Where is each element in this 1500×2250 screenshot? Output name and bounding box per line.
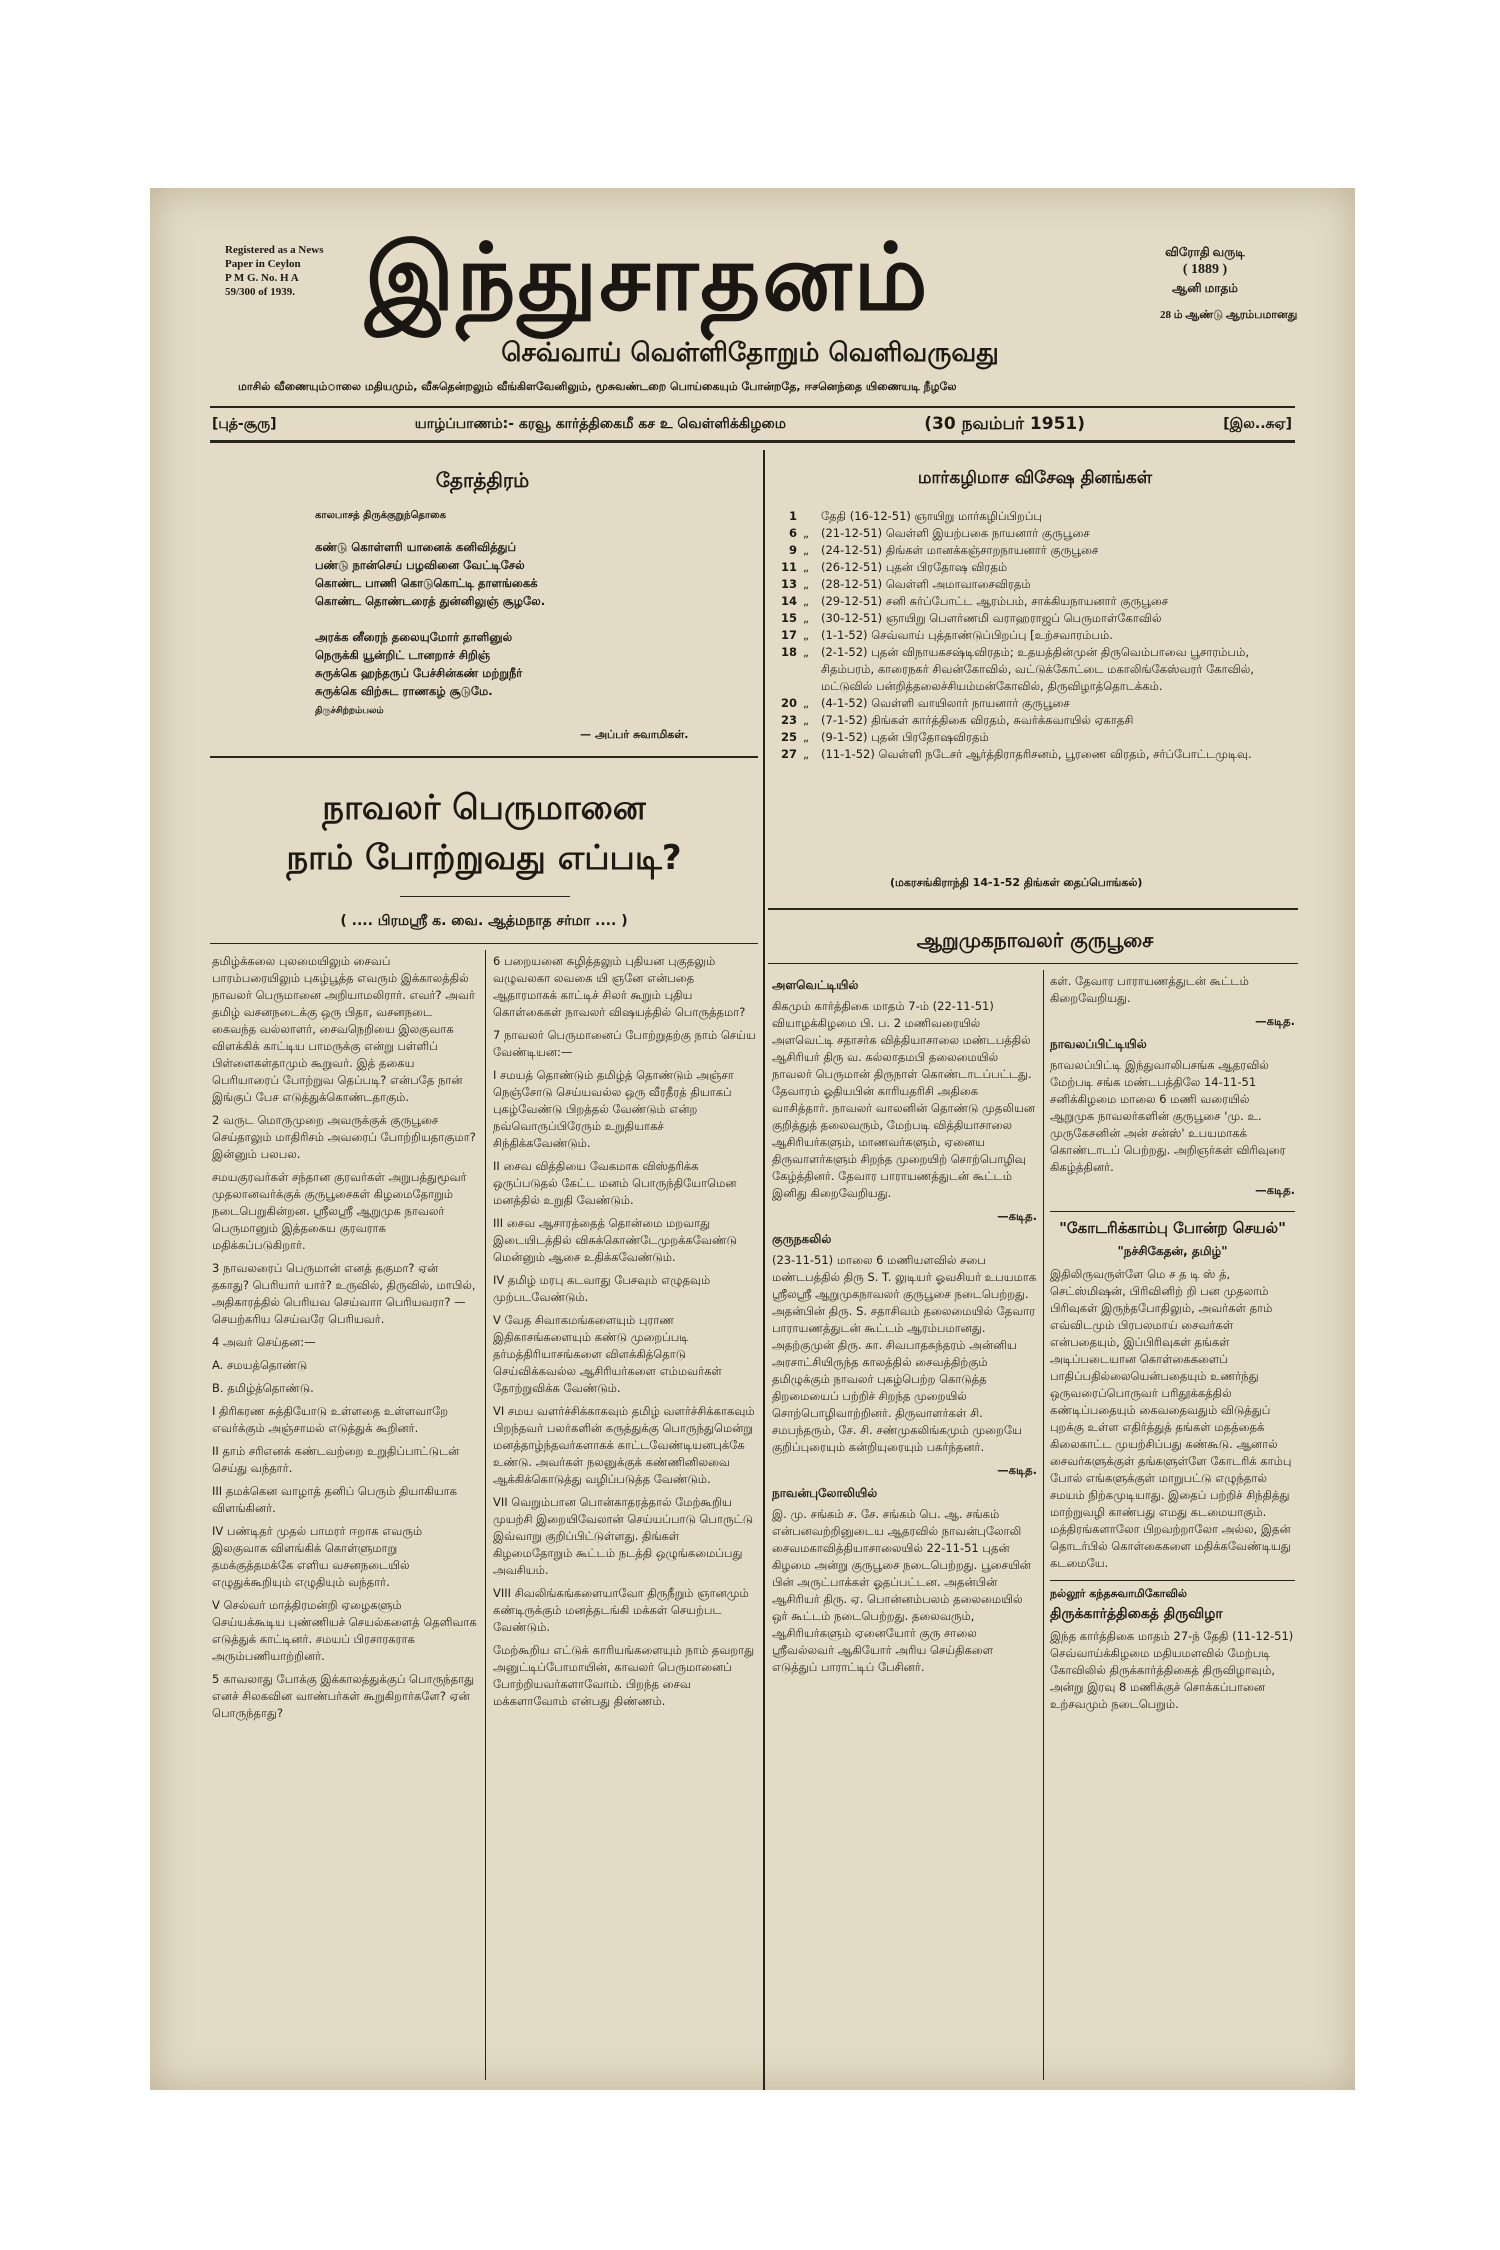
special-day-ditto: „ [803,543,809,557]
article-paragraph: II தாம் சரிஎனக் கண்டவற்றை உறுதிப்பாட்டுடன் செய்து வந்தார். [212,1444,460,1475]
article-paragraph: 3 நாவலரைப் பெருமான் எனத் தகுமா? ஏன் தகாது? பெரியார் யார்? உருவில், திருவில், மாபில், அதிகாரத்தில் பெரியவ செய்வாா பெரியவரா? — செயற்கரிய செய்வரே பெரியவர். [212,1261,476,1326]
special-day-row [775,593,1295,610]
special-day-number: 27 [780,747,797,761]
kodari-body: இதிலிருவருள்ளே மெ ச த டி ஸ் த், செட்ஸ்மிஷன், பிரிவினிற் றி பன முதலாம் பிரிவுகள் இருந்தபோதிலும், அவர்கள் தாம் எவ்விடமும் பிரபலமாய் சைவர்கள் என்பதையும், இப்பிரிவுகள் தங்கள் அடிப்படையான கொள்கைகளைப் பாதிப்பதில்லையென்பதையும் உணர்ந்து ஒருவரைப்பொருவர் பரிதூக்கத்தில் கண்டிப்பதையும் கைவதைவதும் விடுத்துப் புறக்கு உள்ள எதிர்த்துத் தங்கள் மதத்தைக் கிலைகாட்ட முயற்சிப்பது கண்கூடு. ஆனால் சைவர்களுக்குள் தங்களுள்ளே கோடரிக் காம்பு போல் எங்களுக்குள் மாறுபட்டு எழுந்தால் சமயம் நிற்கமுடியாது. இதைப் பற்றிச் சிந்தித்து மாற்றுவழி காண்பது எமது கடமையாகும். மத்திரங்களாலோ பிறவற்றாலோ அல்ல, இதன் தொடர்பில் கொள்கைகளை மதிக்கவேண்டியது கடமையே. [1050,1267,1292,1570]
special-day-row [775,525,1295,542]
special-day-row [775,712,1295,729]
kovil-title: திருக்கார்த்திகைத் திருவிழா [1050,1606,1223,1622]
special-day-row [775,729,1295,746]
guru-pooja-column-a [772,973,1037,2078]
article-column-2 [493,953,758,2083]
special-day-text: (11-1-52) வெள்ளி நடேசர் ஆர்த்திராதரிசனம், பூரணை விரதம், சர்ப்போட்டமுடிவு. [821,747,1252,761]
article-paragraph: I திரிகரண சுத்தியோடு உள்ளதை உள்ளவாறே எவர்க்கும் அஞ்சாமல் எடுத்துக் கூறினர். [212,1404,449,1435]
report-body: (23-11-51) மாலை 6 மணியளவில் சபை மண்டபத்தில் திரு S. T. லுடியர் ஓவசியர் உபயமாக ஸ்ரீலஸ்ரீ ஆறுமுகநாவலர் குருபூசை நடைபெற்றது. அதன்பின் திரு. S. சதாசிவம் தலைமையில் தேவார பாராயணத்துடன் கூட்டம் ஆரம்பமானது. அதற்குமுன் திரு. கா. சிவபாதசுந்தரம் அன்னிய அரசாட்சியிருந்த காலத்தில் சைவத்திற்கும் தமிழுக்கும் நாவலர் புகழ்பெற்ற கொடுத்த திறமையைப் பற்றிச் சிறந்த முறையில் சொற்பொழிவாற்றினர். திருவாளர்கள் சி. சமபந்தரும், சே. சி. சண்முகலிங்கமும் முறையே குறிப்புரையும் கன்றியுரையும் பகர்ந்தனர். [772,1253,1037,1454]
article-paragraph: IV தமிழ் மரபு கடவாது பேசவும் எழுதவும் முற்படவேண்டும். [493,1273,711,1304]
volume-note: 28 ம் ஆண்டு ஆரம்பமானது [1160,309,1298,321]
special-day-number: 18 [780,645,797,659]
special-day-text: (21-12-51) வெள்ளி இயற்பகை நாயனார் குருபூசை [821,526,1090,540]
article-column-1 [212,953,477,2083]
article-paragraph: 7 நாவலர் பெருமானைப் போற்றுதற்கு நாம் செய்ய வேண்டியன:— [493,1028,756,1059]
special-day-row [775,695,1295,712]
article-paragraph: தமிழ்க்கலை புலமையிலும் சைவப் பாரம்பரையிலும் புகழ்பூத்த எவரும் இக்காலத்தில் நாவலர் பெருமானை அறியாமலிரார். எவர்? அவர் தமிழ் வசனநடைக்கு ஒரு பிதா, வசனநடை கைவந்த வல்லாளர், சைவநெறியை இலகுவாக விளக்கிக் காட்டிய பாமருக்கு என்று பள்ளிப் பிள்ளைகள்தாமும் கூறுவர். இத் தகைய பெரியாரைப் போற்றுவ தெப்படி? என்பதே நான் இங்குப் பேச எடுத்துக்கொண்டதாகும். [212,954,476,1104]
special-days-list [775,508,1295,763]
dateline [212,413,1292,437]
special-day-ditto: „ [803,628,809,642]
special-day-text: (30-12-51) ஞாயிறு பௌர்ணமி வராஹராஜப் பெருமாள்கோவில் [821,611,1162,625]
registration-note: Registered as a News Paper in Ceylon P M G. No. H A 59/300 of 1939. [225,244,324,298]
special-day-row [775,746,1295,763]
special-day-text: தேதி (16-12-51) ஞாயிறு மார்கழிப்பிறப்பு [821,509,1042,523]
report-body: நாவலப்பிட்டி இந்துவாலிபசங்க ஆதரவில் மேற்படி சங்க மண்டபத்திலே 14-11-51 சனிக்கிழமை மாலை 6 மணி வரையில் ஆறுமுக நாவலர்களின் குருபூசை 'மு. உ. முருகேசனின் அன் சன்ஸ்' உபயமாகக் கொண்டாடப் பெற்றது. அறிஞர்கள் விரிவுரை கிகழ்த்தினர். [1050,1058,1286,1174]
special-day-row [775,559,1295,576]
report-body: கள். தேவார பாராயணத்துடன் கூட்டம் கிறைவேறியது. [1050,974,1249,1005]
special-day-number: 15 [780,611,797,625]
report-body: இ. மு. சங்கம் ச. சே. சங்கம் பெ. ஆ. சங்கம் என்பனவற்றினுடைய ஆதரவில் நாவன்புலோலி சைவமகாவித்தியாசாலையில் 22-11-51 புதன் கிழமை அன்று குருபூசை நடைபெற்றது. பூசையின் பின் அருட்பாக்கள் ஓதப்பட்டன. அதன்பின் ஆசிரியர் திரு. ஏ. பொன்னம்பலம் தலைமையில் ஒர் கூட்டம் நடைபெற்றது. தலைவரும், ஆசிரியர்களும் ஏனையோர் குரு சாலை ஸ்ரீவல்லவர் ஆகியோர் அரிய செய்திகளை எடுத்துப் பாராட்டிப் பேசினர். [772,1507,1031,1674]
special-day-ditto: „ [803,747,809,761]
stotram-author: — அப்பர் சுவாமிகள். [580,728,689,741]
stotram-stanza-2: அரக்க னீரைந் தலையுமோர் தாளினுல் நெருக்கி யூன்றிட் டானறாச் சிறிஞ் சுருக்கெ ஹந்தருப் பேச்சின்கண் மற்றுநீர் சுருக்கெ விற்சுட ராணகழ் சூடுமே. [315,630,523,698]
article-title-line-2: நாம் போற்றுவது எப்படி? [286,838,682,878]
article-paragraph: VIII சிவலிங்கங்களையாவோ திருநீறும் ஞானமும் கண்டிருக்கும் மனத்தடங்கி மக்கள் செயற்பட வேண்டும். [493,1586,749,1634]
kodari-title: "கோடரிக்காம்பு போன்ற செயல்" [1059,1219,1286,1237]
places-line: மாசில் வீணையும்ாலை மதியமும், வீசுதென்றலும் வீங்கிளவேனிலும், மூசுவண்டறை பொய்கையும் போன்றதே, ஈசனெந்தை யிணையடி நீழலே [238,380,957,393]
special-day-number: 9 [788,543,797,557]
special-day-ditto: „ [803,645,809,659]
article-paragraph: A. சமயத்தொண்டு [212,1358,308,1372]
kovil-body: இந்த கார்த்திகை மாதம் 27-ந் தேதி (11-12-51) செவ்வாய்க்கிழமை மதியமளவில் மேற்படி கோவிலில் திருக்கார்த்திகைத் திருவிழாவும், அன்று இரவு 8 மணிக்குச் சொக்கப்பானை உற்சவமும் நடைபெறும். [1050,1629,1294,1711]
report-signature: —கடித. [997,1463,1037,1477]
article-paragraph: IV பண்டிதர் முதல் பாமரர் ஈறாக எவரும் இலகுவாக விளங்கிக் கொள்ளுமாறு தமக்குத்தமக்கே எளிய வசனநடையில் எழுதுக்கூறியும் எழுதியும் வந்தார். [212,1524,423,1589]
special-day-number: 17 [780,628,797,642]
special-day-text: (7-1-52) திங்கள் கார்த்திகை விரதம், சுவர்க்கவாயில் ஏகாதசி [821,713,1134,727]
special-day-ditto: „ [803,526,809,540]
special-day-ditto: „ [803,730,809,744]
special-day-number: 6 [788,526,797,540]
report-heading: அளவெட்டியில் [772,978,859,992]
special-day-number: 13 [780,577,797,591]
report-signature: —கடித. [1255,1014,1295,1028]
special-day-ditto: „ [803,577,809,591]
special-days-note: (மகரசங்கிராந்தி 14-1-52 திங்கள் தைப்பொங்கல்) [890,876,1143,889]
special-day-text: (9-1-52) புதன் பிரதோஷவிரதம் [821,730,989,744]
article-paragraph: V செல்வர் மாத்திரமன்றி ஏழைகளும் செய்யக்கூடிய புண்ணியச் செயல்களைத் தெளிவாக எடுத்துக் காட்டினர். சமயப் பிரசாரகராக அரும்பணியாற்றினர். [212,1598,477,1663]
report-heading: நாவலப்பிட்டியில் [1050,1037,1147,1051]
masthead-title: இந்துசாதனம் [365,223,930,331]
special-day-row [775,508,1295,525]
article-paragraph: III தமக்கென வாழாத் தனிப் பெரும் தியாகியாக விளங்கினர். [212,1484,457,1515]
special-day-number: 11 [780,560,797,574]
stotram-footer: திருச்சிற்றம்பலம் [315,706,384,716]
special-day-text: (29-12-51) சனி சுர்ப்போட்ட ஆரம்பம், சாக்கியநாயனார் குருபூசை [821,594,1169,608]
guru-pooja-column-b [1050,973,1295,2078]
special-day-text: (28-12-51) வெள்ளி அமாவாசைவிரதம் [821,577,1031,591]
special-day-ditto [803,508,821,525]
newspaper-page [150,188,1355,2090]
article-byline: ( .... பிரமஸ்ரீ க. வை. ஆத்மநாத சர்மா .... ) [340,913,628,929]
year-info: விரோதி வருடி ( 1889 ) ஆனி மாதம் [1165,245,1245,295]
article-paragraph: II சைவ வித்தியை வேகமாக விஸ்தரிக்க ஒருப்படுதல் கேட்ட மனம் பொருந்தியோமென மனத்தில் உறுதி வேண்டும். [493,1159,737,1207]
article-paragraph: B. தமிழ்த்தொண்டு. [212,1381,314,1395]
dateline-right: [இல..சுஏ] [1223,416,1292,432]
special-day-ditto: „ [803,560,809,574]
stotram-subtitle: காலபாசத் திருக்குறுந்தொகை [315,510,446,521]
stotram-stanza-1: கண்டு கொள்ளரி யானைக் கனிவித்துப் பண்டு நான்செய் பழவினை வேட்டிசேல் கொண்ட பாணி கொடுகொட்டி தாளங்கைக் கொண்ட தொண்டரைத் துன்னிலுஞ் சூழலே. [315,540,546,608]
special-day-number: 25 [780,730,797,744]
special-day-number: 20 [780,696,797,710]
article-paragraph: 5 காவலாது போக்கு இக்காலத்துக்குப் பொருந்தாது எனச் சிலகவின வாண்பர்கள் கூறுகிறார்களே? ஏன் பொருந்தாது? [212,1672,475,1720]
kodari-subtitle: "நச்சிகேதன், தமிழ்" [1117,1244,1228,1258]
article-paragraph: III சைவ ஆசாரத்தைத் தொன்மை மறவாது இடையிடத்தில் விசுக்கொண்டேமுறக்கவேண்டு மென்னும் ஆசை உதிக்கவேண்டும். [493,1216,737,1264]
report-body: கிகமும் கார்த்திகை மாதம் 7-ம் (22-11-51) வியாழக்கிழமை பி. ப. 2 மணிவரையில் அளவெட்டி சதாசர்க வித்தியாசாலை மண்டபத்தில் ஆசிரியர் திரு வ. கல்லாதமபி தலைமையில் நாவலர் பெருமான் திருநாள் கொண்டாடப்பட்டது. தேவாரம் ஓதியபின் காரியதரிசி அதிகை வாசித்தார். நாவலர் வாலனின் தொண்டு முதலியன குறித்துத் தலைவரும், மேற்படி வித்தியாசாலை ஆசிரியர்களும், மாணவர்களும், ஏனைய திருவாளர்களும் சிறந்த முறையிற் சொற்பொழிவு கேழ்த்தினர். தேவார பாராயணத்துடன் கூட்டம் இனிது கிறைவேறியது. [772,999,1036,1200]
special-day-row [775,576,1295,593]
article-title-line-1: நாவலர் பெருமானை [322,788,646,828]
report-signature: —கடித. [997,1209,1037,1223]
article-paragraph: 6 பறையனை சுழித்தலும் புதியன புகுதலும் வழுவலகா லவகை யி ஞனே என்பதை ஆதாரமாகக் காட்டிச் சிலர் கூறும் புதிய கொள்கைகள் நாவலர் விஷயத்தில் பொருத்தமா? [493,954,746,1019]
special-day-text: (4-1-52) வெள்ளி வாயிலார் நாயனார் குருபூசை [821,696,1070,710]
article-paragraph: I சமயத் தொண்டும் தமிழ்த் தொண்டும் அஞ்சா நெஞ்சோடு செய்யவல்ல ஒரு வீரதீரத் தியாகப் புகழ்வேண்டு பிறத்தல் வேண்டும் என்ற நவ்வொருப்பிரேரும் உறுதியாகச் சிந்திக்கவேண்டும். [493,1068,734,1150]
special-day-text: (26-12-51) புதன் பிரதோஷ விரதம் [821,560,1008,574]
report-heading: நாவன்புலோலியில் [772,1486,878,1500]
special-day-number: 14 [780,594,797,608]
tagline: செவ்வாய் வெள்ளிதோறும் வெளிவருவது [501,338,999,368]
special-day-ditto: „ [803,696,809,710]
article-paragraph: 4 அவர் செய்தன:— [212,1335,316,1349]
special-day-ditto: „ [803,713,809,727]
dateline-date: (30 நவம்பர் 1951) [924,414,1086,434]
special-day-row [775,627,1295,644]
article-paragraph: மேற்கூறிய எட்டுக் காரியங்களையும் நாம் தவறாது அனுட்டிப்போமாயின், காவலர் பெருமானைப் போற்றியவர்களாவோம். பிறந்த சைவ மக்களாவோம் என்பது திண்ணம். [493,1643,755,1708]
article-paragraph: 2 வருட மொருமுறை அவருக்குக் குருபூசை செய்தாலும் மாதிரிசம் அவரைப் போற்றியதாகுமா? இன்னும் பலபல. [212,1113,476,1161]
guru-pooja-title: ஆறுமுகநாவலர் குருபூசை [916,928,1154,952]
dateline-left: [புத்-சூரு] [212,416,277,432]
special-day-row [775,542,1295,559]
article-paragraph: VII வெறும்பான பொன்காதரத்தால் மேற்கூறிய முயற்சி இறையிவேலான் செய்யப்பாடு பொருட்டு இவ்வாறு குறிப்பிட்டுள்ளது. திங்கள் கிழமைதோறும் கூட்டம் நடத்தி ஒழுங்கமைப்பது அவசியம். [493,1495,754,1577]
article-paragraph: VI சமய வளர்ச்சிக்காகவும் தமிழ் வளர்ச்சிக்காகவும் பிறந்தவர் பலர்களின் கருத்துக்கு பொருந்துமென்று மனத்தாழ்ந்தவர்களாகக் காட்டவேண்டியனபுக்கே உண்டு. அவர்கள் நலனுக்குக் கண்ணினிலவை ஆக்கிக்கொடுத்து வழிப்படுத்த வேண்டும். [493,1404,755,1486]
special-day-row [775,644,1295,695]
article-paragraph: சமயகுரவர்கள் சந்தான குரவர்கள் அறுபத்துமூவர் முதலானவர்க்குக் குருபூசைகள் கிழமைதோறும் நடைபெறுகின்றன. ஸ்ரீலஸ்ரீ ஆறுமுக நாவலர் பெருமானும் இத்தகைய குரவராக மதிக்கப்படுகிறார். [212,1170,467,1252]
special-day-text: (1-1-52) செவ்வாய் புத்தாண்டுப்பிறப்பு [உற்சவாரம்பம். [821,628,1113,642]
special-day-number: 23 [780,713,797,727]
special-days-title: மார்கழிமாச விசேஷ தினங்கள் [917,468,1153,488]
special-day-ditto: „ [803,594,809,608]
kovil-small-heading: நல்லூர் கந்தசுவாமிகோவில் [1050,1587,1188,1600]
dateline-center: யாழ்ப்பாணம்:- கரவூ கார்த்திகைமீ கச உ வெள்ளிக்கிழமை [414,416,787,432]
special-day-number: 1 [788,509,797,523]
special-day-text: (24-12-51) திங்கள் மானக்கஞ்சாறநாயனார் குருபூசை [821,543,1099,557]
report-heading: குருநகலில் [772,1232,832,1246]
report-signature: —கடித. [1255,1183,1295,1197]
special-day-ditto: „ [803,611,809,625]
special-day-text: (2-1-52) புதன் விநாயகசஷ்டிவிரதம்; உதயத்தின்முன் திருவெம்பாவை பூசாரம்பம், சிதம்பரம், காரைநகர் சிவன்கோவில், வட்டுக்கோட்டை மகாலிங்கேஸ்வரர் கோவில், மட்டுவில் பன்றித்தலைச்சியம்மன்கோவில், திருவிழாத்தொடக்கம். [821,645,1254,693]
article-paragraph: V வேத சிவாகமங்களையும் புராண இதிகாசங்களையும் கண்டு முறைப்படி தர்மத்திரியாசங்களை விளக்கித்தொடு செய்விக்கவல்ல ஆசிரியர்களை எம்மவர்கள் தோற்றுவிக்க வேண்டும். [493,1313,722,1395]
stotram-title: தோத்திரம் [435,468,530,492]
special-day-row [775,610,1295,627]
